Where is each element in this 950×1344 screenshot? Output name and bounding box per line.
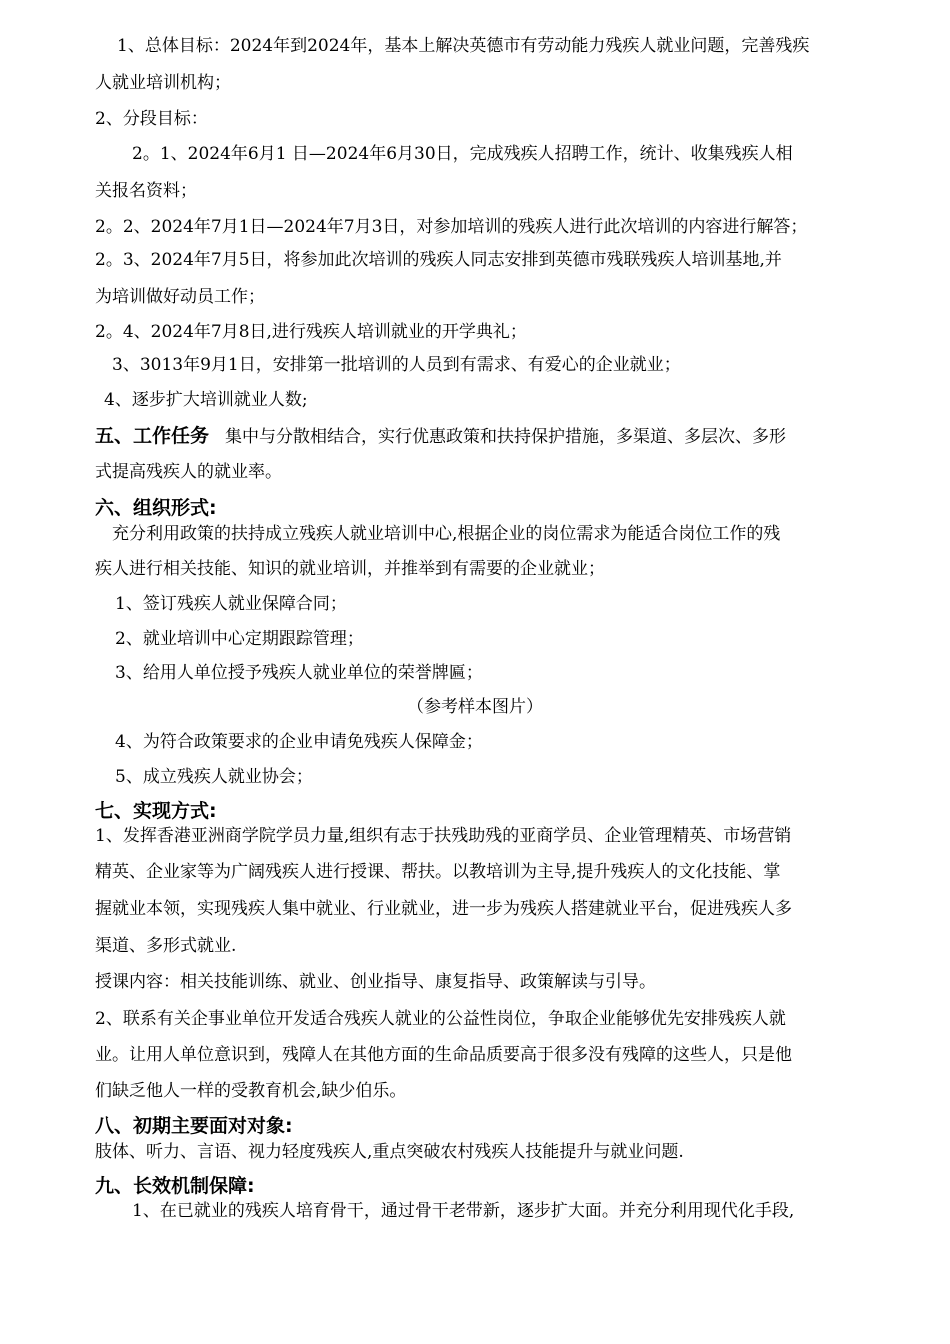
section7-heading: 七、实现方式: xyxy=(95,800,217,822)
section7-line-8: 们缺乏他人一样的受教育机会,缺少伯乐。 xyxy=(95,1081,407,1101)
section5-text-2: 式提高残疾人的就业率。 xyxy=(95,462,282,482)
section6-item-3: 3、给用人单位授予残疾人就业单位的荣誉牌匾； xyxy=(115,663,483,683)
section6-heading: 六、组织形式: xyxy=(95,497,217,519)
section5-heading: 五、工作任务 xyxy=(95,425,210,447)
section8-text: 肢体、听力、言语、视力轻度残疾人,重点突破农村残疾人技能提升与就业问题. xyxy=(95,1142,684,1162)
section7-course-content: 授课内容：相关技能训练、就业、创业指导、康复指导、政策解读与引导。 xyxy=(95,972,656,992)
section6-item-5: 5、成立残疾人就业协会； xyxy=(115,767,313,787)
stage-goal-2-1-line-1: 2。1、2024年6月1 日—2024年6月30日，完成残疾人招聘工作，统计、收集残疾人相 xyxy=(132,144,793,164)
section7-line-3: 握就业本领，实现残疾人集中就业、行业就业，进一步为残疾人搭建就业平台，促进残疾人多 xyxy=(95,899,792,919)
goal-4: 4、逐步扩大培训就业人数; xyxy=(104,390,308,410)
section7-line-2: 精英、企业家等为广阔残疾人进行授课、帮扶。以教培训为主导,提升残疾人的文化技能、掌 xyxy=(95,862,781,882)
section6-item-2: 2、就业培训中心定期跟踪管理； xyxy=(115,629,364,649)
section9-text: 1、在已就业的残疾人培育骨干，通过骨干老带新，逐步扩大面。并充分利用现代化手段, xyxy=(132,1201,795,1221)
stage-goal-2-3-line-2: 为培训做好动员工作； xyxy=(95,287,265,307)
stage-goal-2-3-line-1: 2。3、2024年7月5日，将参加此次培训的残疾人同志安排到英德市残联残疾人培训基地,并 xyxy=(95,250,782,270)
stage-goal-2-1-line-2: 关报名资料； xyxy=(95,181,197,201)
stage-goal-heading: 2、分段目标： xyxy=(95,109,208,129)
section7-line-1: 1、发挥香港亚洲商学院学员力量,组织有志于扶残助残的亚商学员、企业管理精英、市场营销 xyxy=(95,826,792,846)
section7-line-7: 业。让用人单位意识到，残障人在其他方面的生命品质要高于很多没有残障的这些人，只是他 xyxy=(95,1045,792,1065)
stage-goal-2-4: 2。4、2024年7月8日,进行残疾人培训就业的开学典礼； xyxy=(95,322,527,342)
section7-line-4: 渠道、多形式就业. xyxy=(95,936,237,956)
sample-image-caption: （参考样本图片） xyxy=(407,697,543,717)
section6-item-4: 4、为符合政策要求的企业申请免残疾人保障金； xyxy=(115,732,483,752)
section7-line-6: 2、联系有关企事业单位开发适合残疾人就业的公益性岗位，争取企业能够优先安排残疾人就 xyxy=(95,1009,786,1029)
section6-item-1: 1、签订残疾人就业保障合同； xyxy=(115,594,347,614)
goal-line-2: 人就业培训机构； xyxy=(95,73,231,93)
section5-text-1: 集中与分散相结合，实行优惠政策和扶持保护措施，多渠道、多层次、多形 xyxy=(225,427,787,447)
section9-heading: 九、长效机制保障: xyxy=(95,1175,255,1197)
section6-paragraph-line-2: 疾人进行相关技能、知识的就业培训，并推举到有需要的企业就业； xyxy=(95,559,605,579)
goal-line-1: 1、总体目标：2024年到2024年，基本上解决英德市有劳动能力残疾人就业问题，完善残疾 xyxy=(117,36,810,56)
stage-goal-2-2: 2。2、2024年7月1日—2024年7月3日，对参加培训的残疾人进行此次培训的内容进行解答； xyxy=(95,217,808,237)
section5-line-1 xyxy=(95,425,786,448)
section8-heading: 八、初期主要面对对象: xyxy=(95,1115,293,1137)
goal-3: 3、3013年9月1日，安排第一批培训的人员到有需求、有爱心的企业就业； xyxy=(112,355,681,375)
section6-paragraph-line-1: 充分利用政策的扶持成立残疾人就业培训中心,根据企业的岗位需求为能适合岗位工作的残 xyxy=(112,524,781,544)
